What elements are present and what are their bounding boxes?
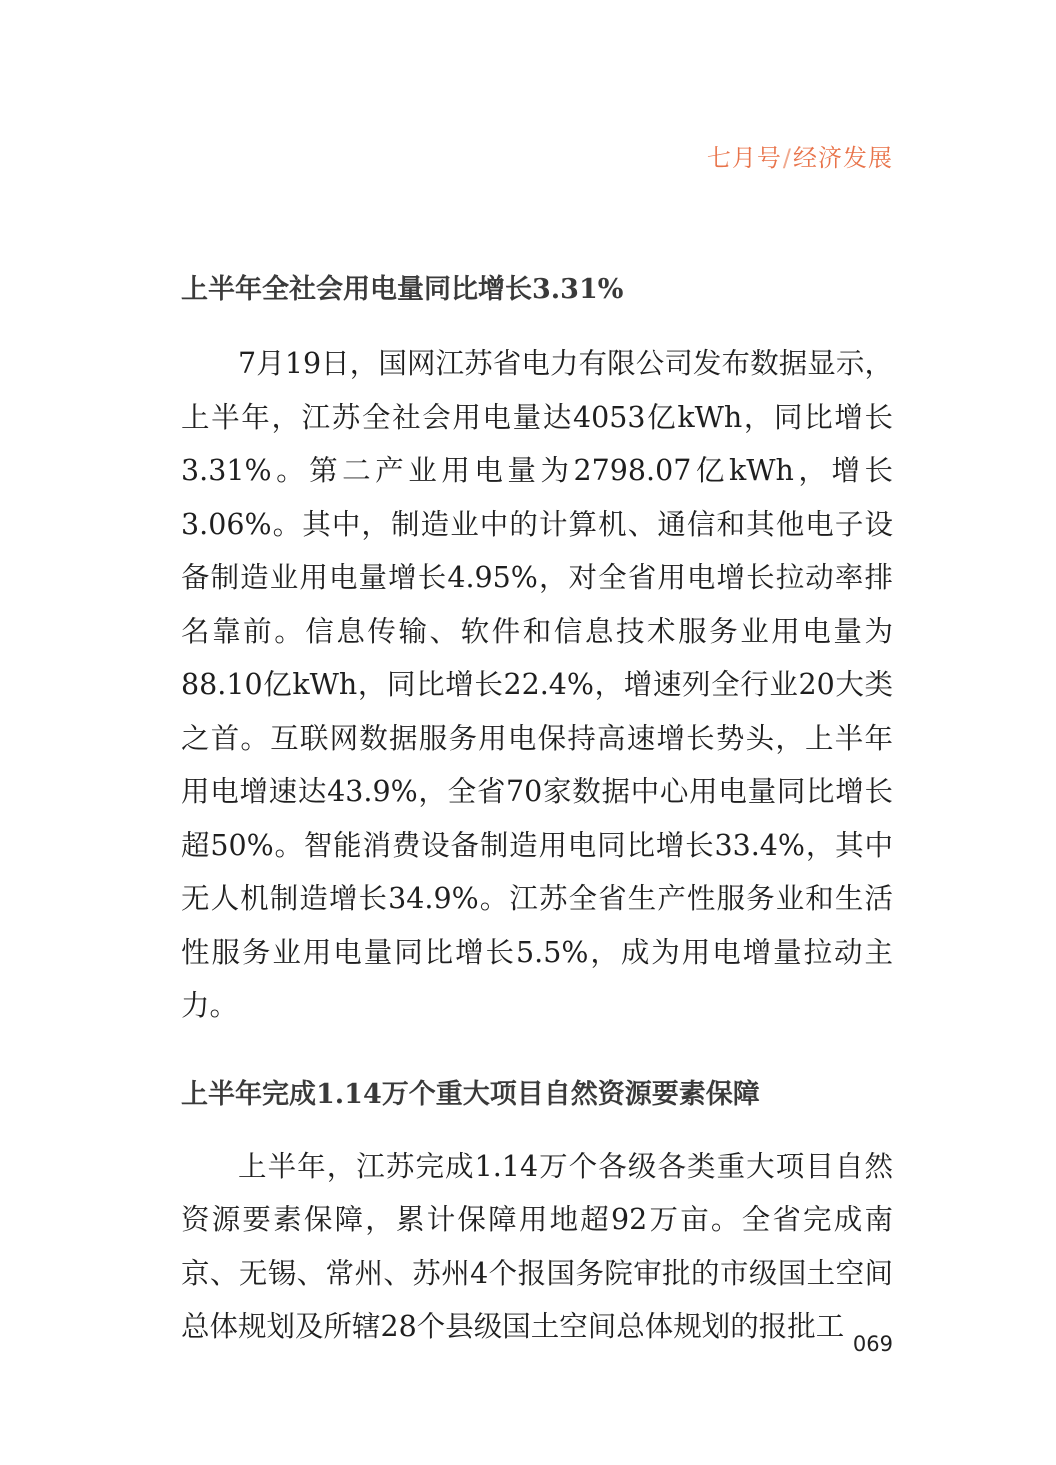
section-title-resources: 上半年完成1.14万个重大项目自然资源要素保障 [181, 1078, 760, 1110]
column-label: 经济发展 [793, 144, 893, 172]
column-header [707, 138, 893, 173]
page-number: 069 [852, 1332, 893, 1356]
issue-label: 七月号 [706, 144, 782, 172]
section-paragraph-electricity: 7月19日，国网江苏省电力有限公司发布数据显示，上半年，江苏全社会用电量达4053亿kWh，同比增长3.31%。第二产业用电量为2798.07亿kWh，增长3.06%。其中，制造业中的计算机、通信和其他电子设备制造业用电量增长4.95%，对全省用电增长拉动率排名靠前。信息传输、软件和信息技术服务业用电量为88.10亿kWh，同比增长22.4%，增速列全行业20大类之首。互联网数据服务用电保持高速增长势头，上半年用电增速达43.9%，全省70家数据中心用电量同比增长超50%。智能消费设备制造用电同比增长33.4%，其中无人机制造增长34.9%。江苏全省生产性服务业和生活性服务业用电量同比增长5.5%，成为用电增量拉动主力。 [181, 347, 893, 1022]
header-separator: / [782, 144, 792, 172]
section-title-electricity: 上半年全社会用电量同比增长3.31% [181, 274, 624, 305]
article-body [181, 270, 893, 1354]
section-paragraph-resources: 上半年，江苏完成1.14万个各级各类重大项目自然资源要素保障，累计保障用地超92万亩。全省完成南京、无锡、常州、苏州4个报国务院审批的市级国土空间总体规划及所辖28个县级国土空间总体规划的报批工 [181, 1149, 893, 1343]
